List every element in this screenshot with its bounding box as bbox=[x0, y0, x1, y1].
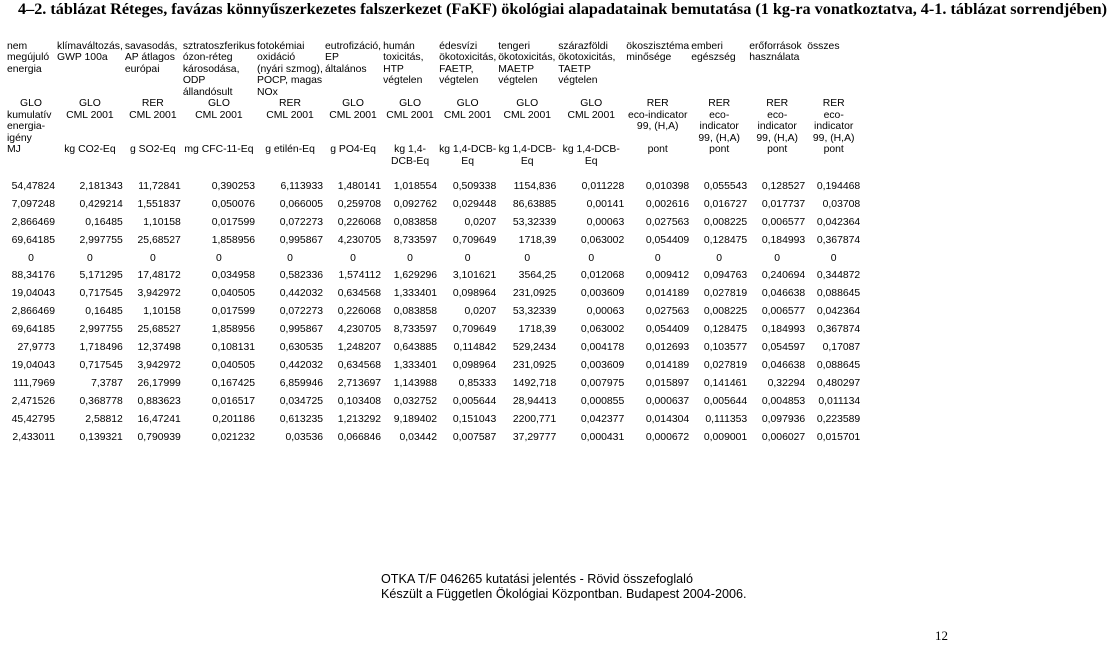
table-cell: 0,027563 bbox=[645, 217, 690, 229]
table-cell: CML 2001 bbox=[567, 110, 616, 122]
table-cell: 0,042364 bbox=[816, 306, 861, 318]
table-cell: eco-indicator 99, (H,A) bbox=[756, 110, 798, 144]
table-cell: 3,101621 bbox=[452, 270, 497, 282]
table-cell: kg CO2-Eq bbox=[64, 144, 116, 156]
table-cell: 1,213292 bbox=[337, 414, 382, 426]
table-cell: 0,128527 bbox=[761, 181, 806, 193]
table-cell: 0,103408 bbox=[337, 396, 382, 408]
table-cell: kg 1,4-DCB-Eq bbox=[498, 144, 556, 167]
table-cell: 0,007587 bbox=[452, 432, 497, 444]
table-row bbox=[6, 414, 861, 432]
table-cell: 0 bbox=[216, 253, 222, 265]
table-cell: ökoszisztéma minősége bbox=[626, 41, 690, 64]
table-cell: kumulatív energia-igény bbox=[7, 110, 52, 144]
table-cell: 2,433011 bbox=[12, 432, 55, 444]
table-cell: 0,16485 bbox=[85, 217, 123, 229]
table-cell: 0,141461 bbox=[703, 378, 748, 390]
table-cell: 0,442032 bbox=[279, 360, 324, 372]
table-cell: 0,072273 bbox=[279, 217, 324, 229]
table-cell: 0 bbox=[830, 253, 837, 265]
table-cell: RER bbox=[141, 98, 164, 110]
table-row bbox=[6, 235, 861, 253]
table-cell: 0,226068 bbox=[337, 306, 382, 318]
table-cell: 0,027563 bbox=[645, 306, 690, 318]
table-cell: 0,063002 bbox=[580, 235, 625, 247]
table-cell: CML 2001 bbox=[195, 110, 243, 122]
table-cell: 0,027819 bbox=[703, 360, 748, 372]
table-cell: édesvízi ökotoxicitás, FAETP, végtelen bbox=[439, 41, 497, 87]
table-cell: 0,042364 bbox=[816, 217, 861, 229]
table-row bbox=[6, 324, 861, 342]
table-cell: összes bbox=[807, 41, 840, 52]
table-cell: 0,613235 bbox=[279, 414, 324, 426]
table-cell: 1,248207 bbox=[337, 342, 382, 354]
table-cell: 3,942972 bbox=[137, 360, 181, 372]
table-cell: savasodás, AP átlagos európai bbox=[124, 41, 178, 75]
table-cell: CML 2001 bbox=[443, 110, 492, 122]
table-cell: 0,103577 bbox=[703, 342, 748, 354]
table-cell: 0,429214 bbox=[79, 199, 123, 211]
table-cell: 0,008225 bbox=[703, 306, 748, 318]
table-cell: szárazföldi ökotoxicitás, TAETP végtelen bbox=[558, 41, 616, 87]
table-cell: 1,718496 bbox=[79, 342, 123, 354]
table-cell: erőforrások használata bbox=[749, 41, 802, 64]
table-cell: 0,00141 bbox=[586, 199, 625, 211]
header-row-region bbox=[6, 98, 861, 110]
table-cell: 0 bbox=[774, 253, 781, 265]
table-cell: 0,000431 bbox=[580, 432, 625, 444]
table-cell: 0,367874 bbox=[816, 235, 861, 247]
table-cell: 0,259708 bbox=[337, 199, 382, 211]
table-cell: 0,000637 bbox=[645, 396, 690, 408]
table-cell: 0,088645 bbox=[816, 360, 861, 372]
table-cell: 17,48172 bbox=[137, 270, 181, 282]
table-cell: 0,032752 bbox=[393, 396, 438, 408]
table-cell: 0,17087 bbox=[822, 342, 861, 354]
table-cell: 0,709649 bbox=[452, 324, 497, 336]
table-cell: 111,7969 bbox=[13, 378, 55, 390]
table-cell: pont bbox=[709, 144, 730, 156]
table-cell: 0,114842 bbox=[453, 342, 497, 354]
table-cell: RER bbox=[766, 98, 789, 110]
table-cell: emberi egészség bbox=[691, 41, 736, 64]
table-cell: 6,113933 bbox=[280, 181, 324, 193]
table-cell: GLO bbox=[78, 98, 101, 110]
table-cell: 0,012068 bbox=[580, 270, 625, 282]
table-cell: 0,034725 bbox=[279, 396, 324, 408]
table-cell: 0,368778 bbox=[79, 396, 123, 408]
table-cell: 2,713697 bbox=[337, 378, 382, 390]
table-cell: 0,003609 bbox=[580, 288, 625, 300]
table-cell: pont bbox=[767, 144, 788, 156]
table-cell: 0,790939 bbox=[137, 432, 181, 444]
table-cell: 86,63885 bbox=[512, 199, 557, 211]
table-cell: 19,04043 bbox=[11, 288, 55, 300]
table-cell: 12,37498 bbox=[137, 342, 181, 354]
table-cell: CML 2001 bbox=[66, 110, 114, 122]
table-cell: klímaváltozás, GWP 100a bbox=[57, 41, 123, 64]
table-cell: 0,582336 bbox=[279, 270, 324, 282]
table-cell: 0 bbox=[524, 253, 531, 265]
table-cell: 0,108131 bbox=[211, 342, 256, 354]
table-cell: 0,054409 bbox=[645, 235, 690, 247]
table-cell: 0,088645 bbox=[816, 288, 861, 300]
table-cell: 0 bbox=[464, 253, 471, 265]
table-cell: 0,009412 bbox=[645, 270, 690, 282]
table-cell: 2,181343 bbox=[79, 181, 123, 193]
table-cell: 1,10158 bbox=[143, 306, 181, 318]
table-cell: 27,9773 bbox=[17, 342, 55, 354]
header-row-impact bbox=[6, 41, 861, 98]
table-cell: humán toxicitás, HTP végtelen bbox=[383, 41, 424, 87]
table-cell: 7,097248 bbox=[11, 199, 55, 211]
table-cell: 0,097936 bbox=[761, 414, 806, 426]
table-cell: 0 bbox=[654, 253, 661, 265]
table-cell: 529,2434 bbox=[512, 342, 557, 354]
table-cell: 0,000855 bbox=[580, 396, 625, 408]
table-cell: CML 2001 bbox=[266, 110, 314, 122]
table-cell: 45,42795 bbox=[11, 414, 55, 426]
table-cell: fotokémiai oxidáció (nyári szmog), POCP, magas NOx bbox=[257, 41, 323, 98]
table-cell: kg 1,4-DCB-Eq bbox=[391, 144, 430, 167]
table-cell: 0,151043 bbox=[452, 414, 497, 426]
report-footer bbox=[381, 572, 746, 602]
table-cell: eutrofizáció, EP általános bbox=[325, 41, 382, 75]
footer-line-2: Készült a Független Ökológiai Központban. Budapest 2004-2006. bbox=[381, 587, 747, 601]
table-cell: 69,64185 bbox=[11, 324, 55, 336]
table-cell: 2,866469 bbox=[11, 306, 55, 318]
table-cell: 0,630535 bbox=[279, 342, 324, 354]
table-cell: 0,006577 bbox=[761, 217, 806, 229]
table-cell: 0,32294 bbox=[767, 378, 806, 390]
table-cell: 69,64185 bbox=[11, 235, 55, 247]
table-row bbox=[6, 199, 861, 217]
footer-line-1: OTKA T/F 046265 kutatási jelentés - Rövid összefoglaló bbox=[381, 572, 693, 586]
table-cell: 28,94413 bbox=[512, 396, 557, 408]
table-cell: CML 2001 bbox=[129, 110, 177, 122]
table-cell: 0,042377 bbox=[580, 414, 625, 426]
table-cell: 0,005644 bbox=[703, 396, 748, 408]
header-row-method bbox=[6, 110, 861, 144]
table-cell: 0,066846 bbox=[337, 432, 382, 444]
table-cell: eco-indicator 99, (H,A) bbox=[698, 110, 740, 144]
table-cell: 0,066005 bbox=[279, 199, 324, 211]
table-cell: 0,442032 bbox=[279, 288, 324, 300]
table-cell: 2,471526 bbox=[11, 396, 55, 408]
table-cell: 0,0207 bbox=[464, 217, 497, 229]
table-row bbox=[6, 270, 861, 288]
table-cell: 0 bbox=[87, 253, 93, 265]
table-cell: 0,995867 bbox=[279, 235, 324, 247]
table-cell: GLO bbox=[20, 98, 42, 110]
table-cell: 2,997755 bbox=[79, 235, 123, 247]
table-cell: 4,230705 bbox=[337, 235, 382, 247]
table-cell: 53,32339 bbox=[512, 217, 557, 229]
table-cell: 0,003609 bbox=[580, 360, 625, 372]
table-cell: GLO bbox=[516, 98, 539, 110]
table-cell: 53,32339 bbox=[512, 306, 557, 318]
table-cell: 0,223589 bbox=[816, 414, 861, 426]
table-cell: 231,0925 bbox=[512, 360, 557, 372]
page-number: 12 bbox=[935, 628, 948, 643]
table-cell: GLO bbox=[399, 98, 422, 110]
table-cell: 0,0207 bbox=[464, 306, 497, 318]
table-cell: tengeri ökotoxicitás, MAETP végtelen bbox=[498, 41, 556, 87]
table-cell: 0,098964 bbox=[452, 288, 497, 300]
table-cell: 0,046638 bbox=[761, 360, 806, 372]
table-cell: 25,68527 bbox=[137, 235, 181, 247]
table-cell: 0,014189 bbox=[645, 288, 690, 300]
table-cell: kg 1,4-DCB-Eq bbox=[439, 144, 497, 167]
table-row-zero bbox=[6, 253, 861, 270]
table-cell: 0,201186 bbox=[212, 414, 256, 426]
table-cell: 1718,39 bbox=[518, 324, 557, 336]
table-cell: 0,015897 bbox=[645, 378, 690, 390]
table-cell: 88,34176 bbox=[11, 270, 55, 282]
table-cell: 2,997755 bbox=[79, 324, 123, 336]
table-row bbox=[6, 396, 861, 414]
table-cell: 9,189402 bbox=[393, 414, 438, 426]
table-cell: 0,167425 bbox=[211, 378, 256, 390]
table-row bbox=[6, 432, 861, 450]
table-cell: 0,004853 bbox=[761, 396, 806, 408]
table-row bbox=[6, 288, 861, 306]
table-cell: 3564,25 bbox=[518, 270, 557, 282]
table-cell: mg CFC-11-Eq bbox=[184, 144, 254, 156]
table-cell: 0,083858 bbox=[393, 217, 438, 229]
table-cell: GLO bbox=[580, 98, 603, 110]
table-cell: 1,018554 bbox=[393, 181, 438, 193]
table-cell: 1718,39 bbox=[518, 235, 557, 247]
table-cell: 0,709649 bbox=[452, 235, 497, 247]
table-cell: 0,03708 bbox=[822, 199, 861, 211]
table-cell: 0,054597 bbox=[761, 342, 806, 354]
table-cell: 0,344872 bbox=[816, 270, 861, 282]
table-cell: 0,03442 bbox=[399, 432, 438, 444]
table-cell: CML 2001 bbox=[329, 110, 377, 122]
table-cell: 0,367874 bbox=[816, 324, 861, 336]
table-cell: 2,866469 bbox=[11, 217, 55, 229]
table-cell: nem megújuló energia bbox=[7, 41, 50, 75]
table-cell: 0,634568 bbox=[337, 288, 382, 300]
table-cell: 0,480297 bbox=[816, 378, 861, 390]
table-cell: g PO4-Eq bbox=[330, 144, 376, 156]
spacer-row bbox=[6, 168, 861, 181]
table-cell: 1,143988 bbox=[393, 378, 438, 390]
table-cell: 1,480141 bbox=[337, 181, 382, 193]
table-cell: 0,016727 bbox=[703, 199, 748, 211]
table-cell: 0,03536 bbox=[285, 432, 324, 444]
table-cell: 0,010398 bbox=[645, 181, 690, 193]
table-cell: 1492,718 bbox=[512, 378, 557, 390]
table-cell: MJ bbox=[7, 144, 21, 156]
table-cell: RER bbox=[708, 98, 731, 110]
table-cell: 2,58812 bbox=[85, 414, 123, 426]
table-cell: 1,858956 bbox=[211, 324, 256, 336]
table-cell: 1,629296 bbox=[393, 270, 438, 282]
table-cell: 0 bbox=[149, 253, 156, 265]
table-cell: 0,046638 bbox=[761, 288, 806, 300]
table-cell: 0,184993 bbox=[761, 324, 806, 336]
table-cell: 0,995867 bbox=[279, 324, 324, 336]
header-row-unit bbox=[6, 144, 861, 168]
table-cell: 231,0925 bbox=[512, 288, 557, 300]
table-cell: 11,72841 bbox=[138, 181, 181, 193]
table-cell: 0,717545 bbox=[79, 288, 123, 300]
table-cell: 1,10158 bbox=[143, 217, 181, 229]
table-cell: eco-indicator 99, (H,A) bbox=[627, 110, 688, 133]
table-cell: 0,034958 bbox=[211, 270, 256, 282]
table-cell: 8,733597 bbox=[393, 324, 438, 336]
table-cell: 0,000672 bbox=[645, 432, 690, 444]
table-cell: 0,017599 bbox=[211, 306, 256, 318]
table-cell: 1,858956 bbox=[211, 235, 256, 247]
table-row bbox=[6, 378, 861, 396]
table-cell: 54,47824 bbox=[11, 181, 55, 193]
table-cell: 0,128475 bbox=[703, 324, 748, 336]
table-cell: 0,012693 bbox=[645, 342, 690, 354]
table-cell: 0 bbox=[407, 253, 413, 265]
table-cell: sztratoszferikus ózon-réteg károsodása, ODP állandósult bbox=[182, 41, 256, 98]
table-cell: 19,04043 bbox=[11, 360, 55, 372]
table-cell: 16,47241 bbox=[137, 414, 181, 426]
table-cell: 1,551837 bbox=[137, 199, 181, 211]
table-cell: 0,029448 bbox=[452, 199, 497, 211]
table-cell: 0,240694 bbox=[761, 270, 806, 282]
table-cell: 0 bbox=[28, 253, 34, 265]
table-cell: 0,014304 bbox=[645, 414, 690, 426]
table-cell: 5,171295 bbox=[79, 270, 123, 282]
table-cell: 0,009001 bbox=[703, 432, 748, 444]
table-cell: 0,184993 bbox=[761, 235, 806, 247]
table-cell: 0,139321 bbox=[79, 432, 123, 444]
table-cell: 0,027819 bbox=[703, 288, 748, 300]
table-cell: RER bbox=[822, 98, 845, 110]
table-cell: 0,040505 bbox=[211, 360, 256, 372]
table-cell: 0 bbox=[716, 253, 723, 265]
table-cell: 25,68527 bbox=[137, 324, 181, 336]
table-cell: 0,002616 bbox=[645, 199, 690, 211]
table-cell: g etilén-Eq bbox=[265, 144, 315, 156]
table-cell: 0,717545 bbox=[79, 360, 123, 372]
table-cell: 0,083858 bbox=[393, 306, 438, 318]
table-cell: 4,230705 bbox=[337, 324, 382, 336]
table-cell: 0,006577 bbox=[761, 306, 806, 318]
table-cell: 0,643885 bbox=[393, 342, 438, 354]
table-cell: 0,128475 bbox=[703, 235, 748, 247]
table-cell: 6,859946 bbox=[279, 378, 324, 390]
table-row bbox=[6, 342, 861, 360]
table-cell: 37,29777 bbox=[512, 432, 557, 444]
table-cell: 0 bbox=[588, 253, 595, 265]
table-cell: 0,011134 bbox=[818, 396, 861, 408]
table-cell: 0,634568 bbox=[337, 360, 382, 372]
table-cell: 0,85333 bbox=[458, 378, 497, 390]
table-cell: g SO2-Eq bbox=[130, 144, 176, 156]
table-cell: 0,005644 bbox=[452, 396, 497, 408]
table-cell: 0,226068 bbox=[337, 217, 382, 229]
table-cell: 7,3787 bbox=[91, 378, 123, 390]
table-cell: 0,194468 bbox=[816, 181, 861, 193]
table-cell: pont bbox=[647, 144, 668, 156]
table-cell: 0,050076 bbox=[211, 199, 256, 211]
table-cell: GLO bbox=[342, 98, 365, 110]
table-cell: 0,509338 bbox=[452, 181, 497, 193]
data-table bbox=[6, 41, 861, 450]
table-cell: 26,17999 bbox=[137, 378, 181, 390]
table-cell: CML 2001 bbox=[386, 110, 434, 122]
table-cell: 0,390253 bbox=[211, 181, 256, 193]
table-cell: 0,006027 bbox=[761, 432, 806, 444]
table-cell: 0,015701 bbox=[816, 432, 861, 444]
table-cell: 1,574112 bbox=[338, 270, 382, 282]
table-row bbox=[6, 217, 861, 235]
table-cell: 0,055543 bbox=[703, 181, 748, 193]
table-cell: 0,021232 bbox=[211, 432, 256, 444]
table-cell: 2200,771 bbox=[512, 414, 557, 426]
table-row bbox=[6, 306, 861, 324]
table-cell: eco-indicator 99, (H,A) bbox=[812, 110, 855, 144]
table-row bbox=[6, 181, 861, 199]
table-cell: 0,040505 bbox=[211, 288, 256, 300]
table-cell: GLO bbox=[207, 98, 230, 110]
table-cell: 0,004178 bbox=[580, 342, 625, 354]
table-cell: 8,733597 bbox=[393, 235, 438, 247]
table-cell: 0,00063 bbox=[586, 306, 625, 318]
table-cell: 1,333401 bbox=[393, 288, 438, 300]
table-cell: 0,072273 bbox=[279, 306, 324, 318]
table-cell: GLO bbox=[456, 98, 479, 110]
table-cell: 0,011228 bbox=[581, 181, 625, 193]
table-cell: 0,007975 bbox=[580, 378, 625, 390]
table-cell: 3,942972 bbox=[137, 288, 181, 300]
table-cell: 1,333401 bbox=[393, 360, 438, 372]
table-row bbox=[6, 360, 861, 378]
table-cell: 0,054409 bbox=[645, 324, 690, 336]
table-title: 4–2. táblázat Réteges, favázas könnyűszerkezetes falszerkezet (FaKF) ökológiai alapadatainak bemutatása (1 kg-ra vonatkoztatva, 4-1. táblázat sorrendjében) bbox=[18, 0, 1107, 18]
table-cell: 0,017599 bbox=[211, 217, 256, 229]
table-cell: 0,063002 bbox=[580, 324, 625, 336]
table-cell: kg 1,4-DCB-Eq bbox=[562, 144, 620, 167]
table-cell: 1154,836 bbox=[513, 181, 557, 193]
table-cell: 0,098964 bbox=[452, 360, 497, 372]
table-cell: 0,883623 bbox=[137, 396, 181, 408]
table-cell: RER bbox=[279, 98, 301, 110]
table-cell: RER bbox=[646, 98, 669, 110]
table-cell: 0,111353 bbox=[705, 414, 748, 426]
table-cell: 0,014189 bbox=[645, 360, 690, 372]
table-cell: 0,016517 bbox=[211, 396, 256, 408]
table-cell: 0 bbox=[287, 253, 293, 265]
table-cell: CML 2001 bbox=[503, 110, 552, 122]
table-cell: 0 bbox=[350, 253, 356, 265]
table-cell: 0,092762 bbox=[393, 199, 438, 211]
table-cell: 0,017737 bbox=[761, 199, 806, 211]
table-cell: 0,094763 bbox=[703, 270, 748, 282]
table-cell: 0,00063 bbox=[586, 217, 625, 229]
table-cell: 0,16485 bbox=[85, 306, 123, 318]
table-cell: pont bbox=[823, 144, 844, 156]
table-cell: 0,008225 bbox=[703, 217, 748, 229]
